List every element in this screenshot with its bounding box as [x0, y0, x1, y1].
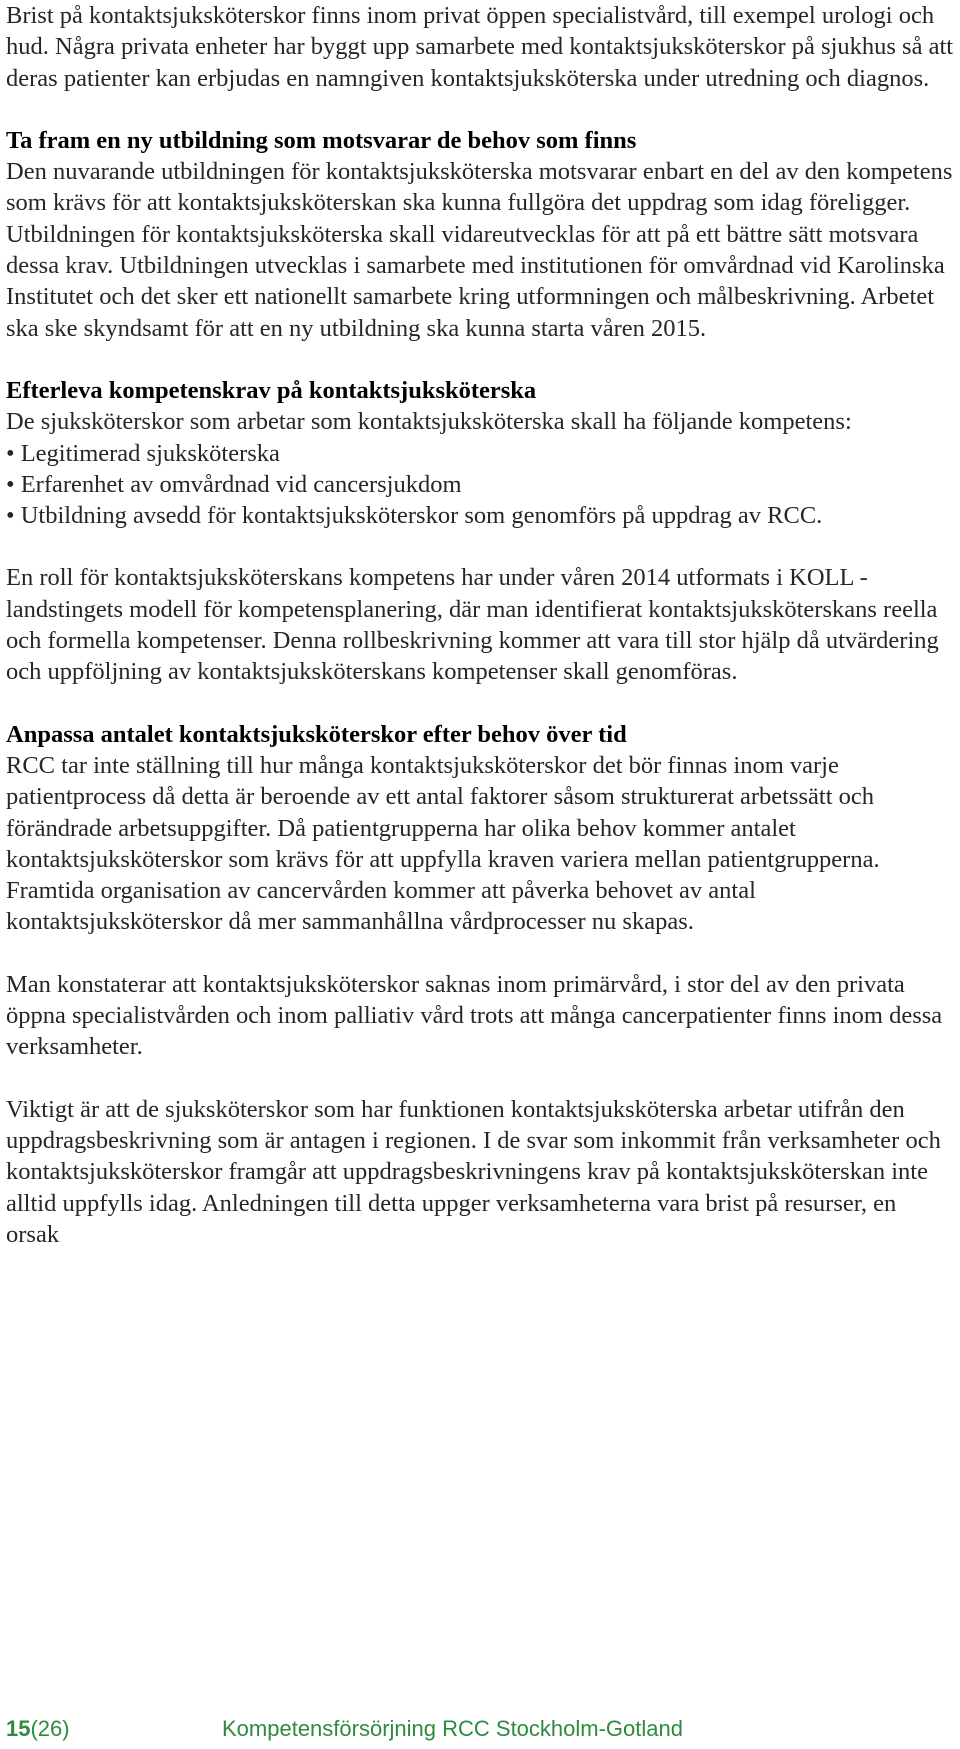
- page-total: (26): [30, 1716, 70, 1741]
- bullet-item: • Utbildning avsedd för kontaktsjuksköterskor som genomförs på uppdrag av RCC.: [6, 500, 954, 531]
- spacer: [6, 938, 954, 969]
- footer-title: Kompetensförsörjning RCC Stockholm-Gotland: [222, 1716, 683, 1741]
- spacer: [6, 1063, 954, 1094]
- uppdragsbeskrivning-paragraph: Viktigt är att de sjuksköterskor som har funktionen kontaktsjuksköterska arbetar utifrån den uppdragsbeskrivning som är antagen i regionen. I de svar som inkommit från verksamheter och kontaktsjuksköterskor framgår att uppdragsbeskrivningens krav på kontaktsjuksköterskan inte alltid uppfylls idag. Anledningen till detta uppger verksamheterna vara brist på resurser, en orsak: [6, 1095, 941, 1248]
- page-footer: [6, 1716, 954, 1742]
- koll-paragraph: En roll för kontaktsjuksköterskans kompetens har under våren 2014 utformats i KOLL - landstingets modell för kompetensplanering, där man identifierat kontaktsjuksköterskans reella och formella kompetenser. Denna rollbeskrivning kommer att vara till stor hjälp då utvärdering och uppföljning av kontaktsjuksköterskans kompetenser skall genomföras.: [6, 564, 939, 686]
- section-body-utbildning: Den nuvarande utbildningen för kontaktsjuksköterska motsvarar enbart en del av den kompetens som krävs för att kontaktsjuksköterskan ska kunna fullgöra det uppdrag som idag föreligger. Utbildningen för kontaktsjuksköterska skall vidareutvecklas för att på ett bättre sätt motsvara dessa krav. Utbildningen utvecklas i samarbete med institutionen för omvårdnad vid Karolinska Institutet och det sker ett nationellt samarbete kring utformningen och målbeskrivning. Arbetet ska ske skyndsamt för att en ny utbildning ska kunna starta våren 2015.: [6, 158, 953, 342]
- section-heading-utbildning: Ta fram en ny utbildning som motsvarar de behov som finns: [6, 126, 637, 154]
- section-heading-kompetenskrav: Efterleva kompetenskrav på kontaktsjuksköterska: [6, 376, 537, 404]
- bullet-item: • Legitimerad sjuksköterska: [6, 438, 954, 469]
- spacer: [6, 531, 954, 562]
- section-lead-kompetenskrav: De sjuksköterskor som arbetar som kontaktsjuksköterska skall ha följande kompetens:: [6, 408, 852, 436]
- document-page: [6, 0, 954, 1250]
- section-body-antal: RCC tar inte ställning till hur många kontaktsjuksköterskor det bör finnas inom varje patientprocess då detta är beroende av ett antal faktorer såsom strukturerat arbetssätt och förändrade arbetsuppgifter. Då patientgrupperna har olika behov kommer antalet kontaktsjuksköterskor som krävs för att uppfylla kraven variera mellan patientgrupperna. Framtida organisation av cancervården kommer att påverka behovet av antal kontaktsjuksköterskor då mer sammanhållna vårdprocesser nu skapas.: [6, 751, 880, 936]
- bullet-item: • Erfarenhet av omvårdnad vid cancersjukdom: [6, 469, 954, 500]
- primarvard-paragraph: Man konstaterar att kontaktsjuksköterskor saknas inom primärvård, i stor del av den privata öppna specialistvården och inom palliativ vård trots att många cancerpatienter finns inom dessa verksamheter.: [6, 970, 943, 1061]
- section-heading-antal: Anpassa antalet kontaktsjuksköterskor efter behov över tid: [6, 720, 627, 748]
- spacer: [6, 688, 954, 719]
- spacer: [6, 344, 954, 375]
- intro-paragraph: Brist på kontaktsjuksköterskor finns inom privat öppen specialistvård, till exempel urologi och hud. Några privata enheter har byggt upp samarbete med kontaktsjuksköterskor på sjukhus så att deras patienter kan erbjudas en namngiven kontaktsjuksköterska under utredning och diagnos.: [6, 2, 954, 92]
- spacer: [6, 94, 954, 125]
- page-number: 15: [6, 1716, 31, 1741]
